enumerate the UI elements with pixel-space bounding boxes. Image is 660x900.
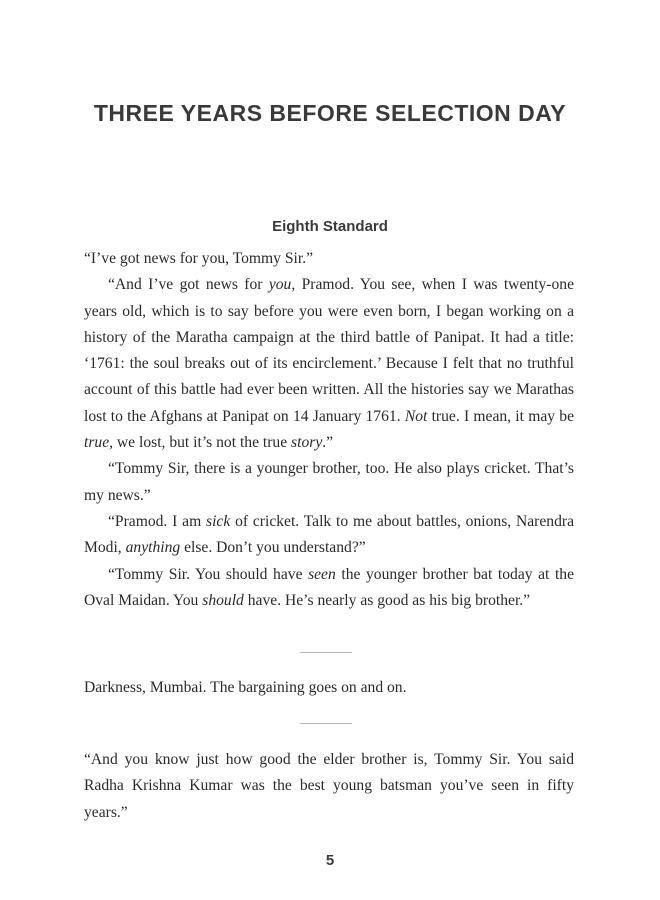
final-paragraph: “And you know just how good the elder brother is, Tommy Sir. You said Radha Krishna Kumar was the best young batsman you’ve seen in fifty years.” [84,751,574,821]
body-paragraph [84,562,574,615]
final-block [84,747,574,826]
italic-text: story [291,434,323,452]
section-break-rule [300,652,352,653]
dialogue-block [84,246,574,614]
text-run: true. I mean, it may be [427,407,574,425]
italic-text: true [84,434,110,452]
body-paragraph [84,456,574,509]
interlude-block [84,675,574,701]
body-paragraph [84,509,574,562]
text-run: of cricket. Talk to me about battles, onions, Narendra Modi, [84,512,574,557]
body-paragraph [84,272,574,456]
text-run: , Pramod. You see, when I was twenty-one years old, which is to say before you were even born, I began working on a history of the Maratha campaign at the third battle of Panipat. It had a title: ‘1761: the soul breaks out of its encirclement.’ Because I felt that no truthful account of this battle had ever been written. All the histories say we Marathas lost to the Afghans at Panipat on 14 January 1761. [84,276,574,425]
text-run: “Tommy Sir. You should have [108,565,309,583]
text-run: have. He’s nearly as good as his big brother.” [243,591,531,609]
interlude-paragraph: Darkness, Mumbai. The bargaining goes on and on. [84,679,407,696]
italic-text: sick [206,512,231,530]
body-paragraph [84,246,574,272]
italic-text: you [268,276,292,294]
text-run: .” [322,434,334,452]
text-run: “And I’ve got news for [108,276,269,294]
text-run: “I’ve got news for you, Tommy Sir.” [84,250,314,267]
italic-text: seen [308,565,336,583]
italic-text: should [202,591,244,609]
text-run: the younger brother bat today at the Oval Maidan. You [84,565,574,609]
italic-text: anything [125,539,181,557]
text-run: , we lost, but it’s not the true [109,434,292,452]
text-run: else. Don’t you understand?” [180,539,366,557]
section-title: Eighth Standard [272,218,388,235]
section-break-rule [300,723,352,724]
chapter-title: THREE YEARS BEFORE SELECTION DAY [93,100,567,126]
italic-text: Not [404,407,428,425]
page-number: 5 [325,852,335,869]
text-run: “Tommy Sir, there is a younger brother, too. He also plays cricket. That’s my news.” [84,460,574,504]
text-run: “Pramod. I am [108,512,207,530]
